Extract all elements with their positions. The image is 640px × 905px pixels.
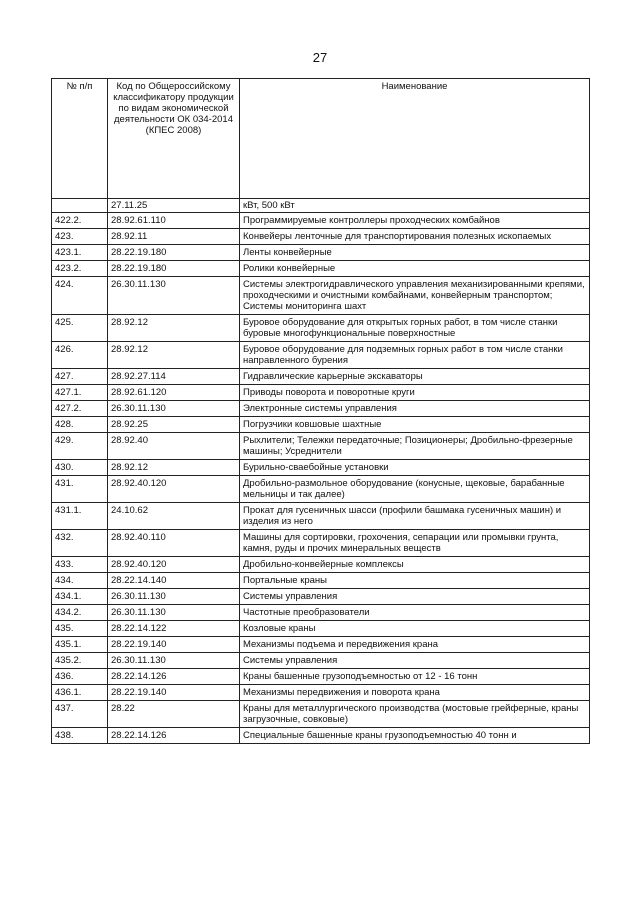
cell-name: Буровое оборудование для открытых горных работ, в том числе станки буровые многофункциональные поверхностные <box>240 315 590 342</box>
table-row <box>52 342 590 369</box>
cell-num: 429. <box>52 433 108 460</box>
cell-name: Рыхлители; Тележки передаточные; Позиционеры; Дробильно-фрезерные машины; Усреднители <box>240 433 590 460</box>
cell-num: 427.1. <box>52 385 108 401</box>
cell-name: Буровое оборудование для подземных горных работ в том числе станки направленного бурения <box>240 342 590 369</box>
cell-code: 27.11.25 <box>108 199 240 213</box>
table-row <box>52 433 590 460</box>
cell-code: 28.22.19.140 <box>108 685 240 701</box>
table-body <box>52 199 590 744</box>
cell-num: 434.1. <box>52 589 108 605</box>
table-row <box>52 653 590 669</box>
table-row <box>52 199 590 213</box>
cell-num: 431.1. <box>52 503 108 530</box>
cell-num: 423.2. <box>52 261 108 277</box>
cell-num: 432. <box>52 530 108 557</box>
table-row <box>52 557 590 573</box>
cell-num: 426. <box>52 342 108 369</box>
cell-code: 28.92.25 <box>108 417 240 433</box>
table-row <box>52 728 590 744</box>
cell-num: 425. <box>52 315 108 342</box>
cell-code: 28.92.40.110 <box>108 530 240 557</box>
cell-code: 28.22.14.122 <box>108 621 240 637</box>
cell-name: Дробильно-конвейерные комплексы <box>240 557 590 573</box>
cell-code: 28.92.40.120 <box>108 476 240 503</box>
table-row <box>52 315 590 342</box>
table-row <box>52 460 590 476</box>
cell-name: Козловые краны <box>240 621 590 637</box>
cell-num: 433. <box>52 557 108 573</box>
cell-name: Частотные преобразователи <box>240 605 590 621</box>
cell-code: 26.30.11.130 <box>108 589 240 605</box>
cell-name: Ролики конвейерные <box>240 261 590 277</box>
cell-code: 26.30.11.130 <box>108 605 240 621</box>
cell-name: Портальные краны <box>240 573 590 589</box>
cell-num: 435.2. <box>52 653 108 669</box>
cell-num: 434. <box>52 573 108 589</box>
cell-code: 26.30.11.130 <box>108 653 240 669</box>
cell-code: 26.30.11.130 <box>108 277 240 315</box>
classifier-table <box>51 78 590 744</box>
cell-num: 427. <box>52 369 108 385</box>
cell-num: 438. <box>52 728 108 744</box>
cell-name: Краны для металлургического производства (мостовые грейферные, краны загрузочные, совковые) <box>240 701 590 728</box>
cell-code: 28.92.12 <box>108 342 240 369</box>
cell-code: 28.22 <box>108 701 240 728</box>
cell-code: 28.92.27.114 <box>108 369 240 385</box>
cell-num: 436. <box>52 669 108 685</box>
cell-num: 428. <box>52 417 108 433</box>
table-row <box>52 669 590 685</box>
cell-name: Системы управления <box>240 653 590 669</box>
table-row <box>52 476 590 503</box>
cell-code: 28.22.19.180 <box>108 261 240 277</box>
cell-name: Программируемые контроллеры проходческих комбайнов <box>240 213 590 229</box>
cell-code: 28.92.11 <box>108 229 240 245</box>
cell-name: Машины для сортировки, грохочения, сепарации или промывки грунта, камня, руды и прочих минеральных веществ <box>240 530 590 557</box>
table-header-row <box>52 79 590 199</box>
table-row <box>52 401 590 417</box>
table-row <box>52 503 590 530</box>
cell-code: 28.22.19.180 <box>108 245 240 261</box>
cell-name: Специальные башенные краны грузоподъемностью 40 тонн и <box>240 728 590 744</box>
cell-name: кВт, 500 кВт <box>240 199 590 213</box>
cell-num: 422.2. <box>52 213 108 229</box>
cell-code: 24.10.62 <box>108 503 240 530</box>
cell-code: 28.92.61.120 <box>108 385 240 401</box>
cell-code: 28.92.40.120 <box>108 557 240 573</box>
cell-name: Гидравлические карьерные экскаваторы <box>240 369 590 385</box>
cell-name: Дробильно-размольное оборудование (конусные, щековые, барабанные мельницы и так далее) <box>240 476 590 503</box>
cell-code: 28.22.14.126 <box>108 728 240 744</box>
header-number: № п/п <box>52 79 108 199</box>
table-row <box>52 573 590 589</box>
header-name: Наименование <box>240 79 590 199</box>
cell-num: 427.2. <box>52 401 108 417</box>
table-row <box>52 685 590 701</box>
cell-num: 435. <box>52 621 108 637</box>
cell-code: 28.22.14.140 <box>108 573 240 589</box>
header-code: Код по Общероссийскому классификатору продукции по видам экономической деятельности ОК 034-2014 (КПЕС 2008) <box>108 79 240 199</box>
cell-code: 28.92.12 <box>108 460 240 476</box>
cell-num: 430. <box>52 460 108 476</box>
table-row <box>52 637 590 653</box>
cell-num: 437. <box>52 701 108 728</box>
cell-name: Погрузчики ковшовые шахтные <box>240 417 590 433</box>
cell-num: 424. <box>52 277 108 315</box>
cell-name: Системы управления <box>240 589 590 605</box>
cell-num: 423.1. <box>52 245 108 261</box>
cell-num: 436.1. <box>52 685 108 701</box>
cell-code: 28.92.12 <box>108 315 240 342</box>
table-row <box>52 417 590 433</box>
cell-code: 28.92.40 <box>108 433 240 460</box>
cell-name: Электронные системы управления <box>240 401 590 417</box>
table-row <box>52 385 590 401</box>
cell-name: Механизмы подъема и передвижения крана <box>240 637 590 653</box>
cell-name: Краны башенные грузоподъемностью от 12 - 16 тонн <box>240 669 590 685</box>
cell-name: Ленты конвейерные <box>240 245 590 261</box>
table-row <box>52 530 590 557</box>
table-row <box>52 277 590 315</box>
cell-num: 431. <box>52 476 108 503</box>
table-row <box>52 369 590 385</box>
table-row <box>52 621 590 637</box>
table-row <box>52 589 590 605</box>
table-row <box>52 213 590 229</box>
cell-code: 28.22.14.126 <box>108 669 240 685</box>
cell-num: 435.1. <box>52 637 108 653</box>
table-row <box>52 261 590 277</box>
cell-num: 434.2. <box>52 605 108 621</box>
cell-name: Приводы поворота и поворотные круги <box>240 385 590 401</box>
cell-name: Конвейеры ленточные для транспортирования полезных ископаемых <box>240 229 590 245</box>
cell-num <box>52 199 108 213</box>
table-row <box>52 245 590 261</box>
page-number: 27 <box>312 50 328 65</box>
table-row <box>52 229 590 245</box>
table-row <box>52 701 590 728</box>
cell-name: Механизмы передвижения и поворота крана <box>240 685 590 701</box>
cell-code: 28.22.19.140 <box>108 637 240 653</box>
cell-code: 28.92.61.110 <box>108 213 240 229</box>
cell-code: 26.30.11.130 <box>108 401 240 417</box>
cell-name: Прокат для гусеничных шасси (профили башмака гусеничных машин) и изделия из него <box>240 503 590 530</box>
cell-name: Системы электрогидравлического управления механизированными крепями, проходческими и очистными комбайнами, конвейерным транспортом; Системы мониторинга шахт <box>240 277 590 315</box>
cell-name: Бурильно-сваебойные установки <box>240 460 590 476</box>
cell-num: 423. <box>52 229 108 245</box>
table-row <box>52 605 590 621</box>
